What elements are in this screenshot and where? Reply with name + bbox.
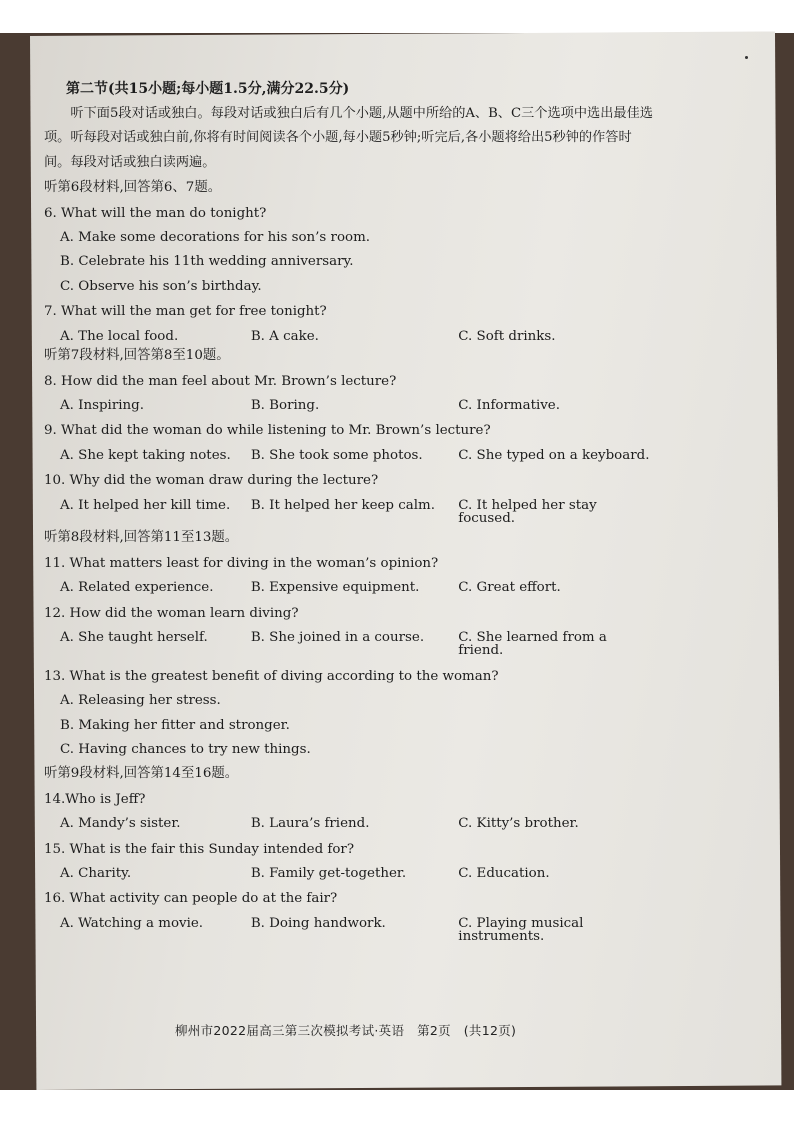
question-text: 12. How did the woman learn diving? [44, 605, 299, 621]
option-c: C. She learned from a friend. [458, 629, 607, 659]
question [44, 474, 654, 525]
group-intro: 听第8段材料,回答第11至13题。 [44, 530, 239, 546]
option-b: B. Making her fitter and stronger. [60, 717, 290, 733]
option-c: C. Great effort. [458, 580, 561, 596]
option-a: A. She taught herself. [60, 629, 208, 645]
option-c: C. She typed on a keyboard. [458, 447, 650, 463]
option-b: B. A cake. [250, 328, 319, 344]
option-b: B. Expensive equipment. [250, 580, 420, 596]
option-a: A. Related experience. [60, 580, 214, 596]
option-c: C. Education. [458, 866, 550, 882]
option-a: A. Inspiring. [60, 397, 144, 413]
question [44, 843, 654, 881]
question-text: 13. What is the greatest benefit of diving according to the woman? [44, 668, 499, 684]
option-c: C. Observe his son’s birthday. [60, 278, 262, 294]
option-b: B. It helped her keep calm. [250, 497, 435, 513]
option-c: C. Playing musical instruments. [458, 915, 584, 945]
question [44, 424, 654, 462]
option-b: B. Family get-together. [250, 866, 407, 882]
option-c: C. Having chances to try new things. [60, 742, 311, 758]
option-c: C. It helped her stay focused. [458, 497, 597, 526]
group-intro: 听第6段材料,回答第6、7题。 [44, 180, 222, 196]
group-intro: 听第7段材料,回答第8至10题。 [44, 348, 230, 364]
option-a: A. It helped her kill time. [60, 497, 231, 513]
option-a: A. Charity. [60, 866, 132, 882]
question-text: 11. What matters least for diving in the woman’s opinion? [44, 555, 439, 571]
question-text: 9. What did the woman do while listening to Mr. Brown’s lecture? [44, 423, 491, 439]
question [44, 670, 654, 757]
option-b: B. Doing handwork. [250, 915, 386, 931]
option-a: A. Make some decorations for his son’s room. [60, 230, 371, 246]
option-c: C. Kitty’s brother. [458, 816, 579, 832]
group-intro: 听第9段材料,回答第14至16题。 [44, 766, 239, 782]
section-title: 第二节(共15小题;每小题1.5分,满分22.5分) [66, 81, 350, 97]
option-b: B. Laura’s friend. [250, 816, 370, 832]
question [44, 375, 654, 413]
question-text: 10. Why did the woman draw during the lecture? [44, 473, 379, 489]
option-a: A. The local food. [60, 328, 179, 344]
question [44, 892, 654, 943]
option-a: A. Watching a movie. [60, 915, 204, 931]
option-c: C. Informative. [458, 397, 560, 413]
section-instructions: 听下面5段对话或独白。每段对话或独白后有几个小题,从题中所给的A、B、C三个选项中选出最佳选项。听每段对话或独白前,你将有时间阅读各个小题,每小题5秒钟;听完后,各小题将给出5秒钟的作答时间。每段对话或独白读两遍。 [44, 106, 653, 170]
question-text: 8. How did the man feel about Mr. Brown’s lecture? [44, 373, 397, 389]
option-b: B. Celebrate his 11th wedding anniversary. [60, 254, 354, 270]
question-text: 7. What will the man get for free tonight? [44, 304, 327, 320]
page-footer: 柳州市2022届高三第三次模拟考试·英语 第2页 (共12页) [175, 1023, 517, 1038]
question-text: 16. What activity can people do at the fair? [44, 891, 338, 907]
option-a: A. She kept taking notes. [60, 447, 231, 463]
question-text: 15. What is the fair this Sunday intended for? [44, 841, 355, 857]
question-text: 6. What will the man do tonight? [44, 205, 267, 221]
option-c: C. Soft drinks. [458, 328, 556, 344]
question [44, 207, 654, 294]
question [44, 607, 654, 658]
question [44, 557, 654, 595]
exam-content [44, 82, 654, 948]
option-b: B. She joined in a course. [250, 629, 425, 645]
option-a: A. Releasing her stress. [60, 693, 221, 709]
speck [745, 56, 748, 59]
question [44, 793, 654, 831]
option-b: B. She took some photos. [250, 447, 423, 463]
question [44, 305, 654, 343]
question-text: 14.Who is Jeff? [44, 791, 146, 807]
option-b: B. Boring. [250, 397, 320, 413]
option-a: A. Mandy’s sister. [60, 816, 181, 832]
